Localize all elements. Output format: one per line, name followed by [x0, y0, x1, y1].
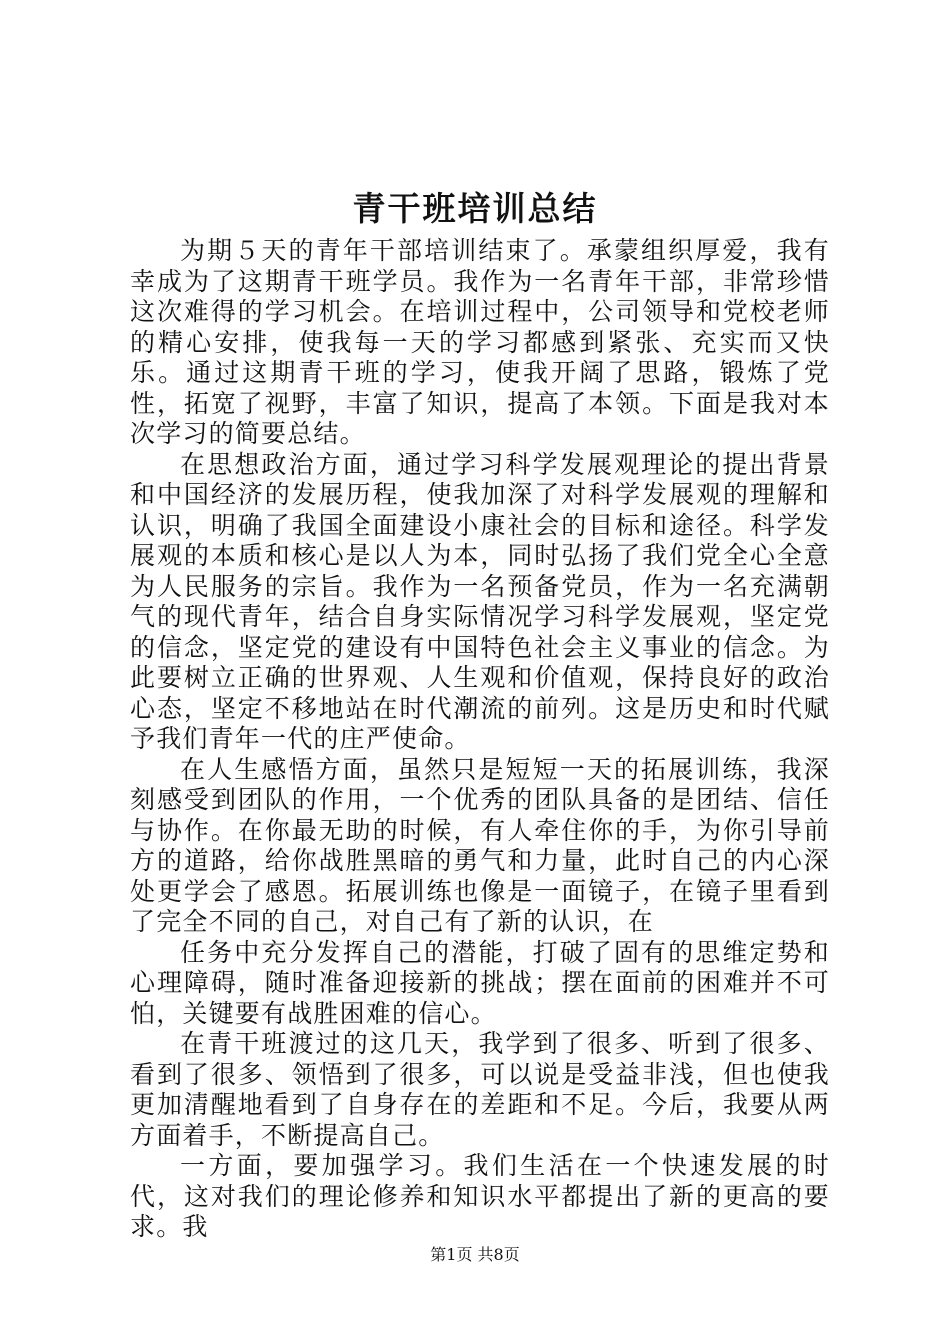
paragraph: 为期５天的青年干部培训结束了。承蒙组织厚爱，我有幸成为了这期青干班学员。我作为一名青年干部，非常珍惜这次难得的学习机会。在培训过程中，公司领导和党校老师的精心安排，使我每一天的学习都感到紧张、充实而又快乐。通过这期青干班的学习，使我开阔了思路，锻炼了党性，拓宽了视野，丰富了知识，提高了本领。下面是我对本次学习的简要总结。 [130, 236, 830, 448]
document-body [130, 236, 830, 1243]
paragraph: 在青干班渡过的这几天，我学到了很多、听到了很多、看到了很多、领悟到了很多，可以说是受益非浅，但也使我更加清醒地看到了自身存在的差距和不足。今后，我要从两方面着手，不断提高自己。 [130, 1029, 830, 1150]
paragraph: 一方面，要加强学习。我们生活在一个快速发展的时代，这对我们的理论修养和知识水平都提出了新的更高的要求。我 [130, 1151, 830, 1241]
paragraph: 任务中充分发挥自己的潜能，打破了固有的思维定势和心理障碍，随时准备迎接新的挑战；摆在面前的困难并不可怕，关键要有战胜困难的信心。 [130, 937, 830, 1028]
paragraph: 在人生感悟方面，虽然只是短短一天的拓展训练，我深刻感受到团队的作用，一个优秀的团队具备的是团结、信任与协作。在你最无助的时候，有人牵住你的手，为你引导前方的道路，给你战胜黑暗的勇气和力量，此时自己的内心深处更学会了感恩。拓展训练也像是一面镜子，在镜子里看到了完全不同的自己，对自己有了新的认识，在 [130, 754, 830, 936]
page-number-footer: 第1页 共8页 [430, 1245, 520, 1264]
document-title: 青干班培训总结 [352, 189, 598, 228]
paragraph: 在思想政治方面，通过学习科学发展观理论的提出背景和中国经济的发展历程，使我加深了对科学发展观的理解和认识，明确了我国全面建设小康社会的目标和途径。科学发展观的本质和核心是以人为本，同时弘扬了我们党全心全意为人民服务的宗旨。我作为一名预备党员，作为一名充满朝气的现代青年，结合自身实际情况学习科学发展观，坚定党的信念，坚定党的建设有中国特色社会主义事业的信念。为此要树立正确的世界观、人生观和价值观，保持良好的政治心态，坚定不移地站在时代潮流的前列。这是历史和时代赋予我们青年一代的庄严使命。 [130, 449, 830, 753]
